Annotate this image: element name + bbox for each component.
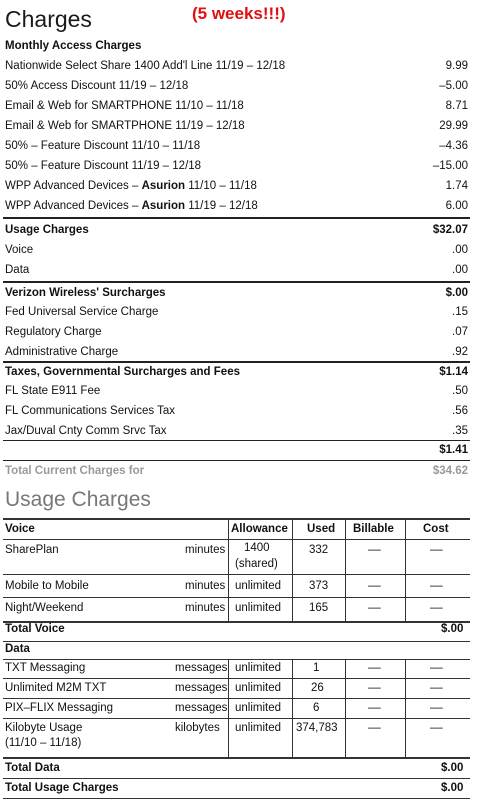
usage-charges-title: Usage Charges <box>5 488 151 511</box>
charge-row: 50% – Feature Discount 11/19 – 12/18 –15.00 <box>5 160 468 172</box>
header-used: Used <box>307 523 336 535</box>
charge-row: Regulatory Charge .07 <box>5 326 468 338</box>
col-divider <box>345 518 346 622</box>
charge-row: Voice .00 <box>5 244 468 256</box>
charge-row: 50% Access Discount 11/19 – 12/18 –5.00 <box>5 80 468 92</box>
col-divider <box>405 518 406 622</box>
table-rule <box>3 539 470 540</box>
charge-row: Nationwide Select Share 1400 Add'l Line 11/19 – 12/18 9.99 <box>5 60 468 72</box>
charge-row: FL State E911 Fee .50 <box>5 385 468 397</box>
total-current-charges: Total Current Charges for $34.62 <box>5 465 468 477</box>
col-divider <box>292 659 293 757</box>
header-voice: Voice <box>5 523 35 535</box>
taxes-heading: Taxes, Governmental Surcharges and Fees $1.14 <box>5 366 468 378</box>
charge-row: FL Communications Services Tax .56 <box>5 405 468 417</box>
charge-row: WPP Advanced Devices – Asurion 11/10 – 11/18 1.74 <box>5 180 468 192</box>
monthly-heading: Monthly Access Charges <box>5 40 142 52</box>
charge-row: WPP Advanced Devices – Asurion 11/19 – 12/18 6.00 <box>5 200 468 212</box>
charge-row: 50% – Feature Discount 11/10 – 11/18 –4.36 <box>5 140 468 152</box>
table-rule <box>3 798 470 799</box>
col-divider <box>292 518 293 622</box>
col-divider <box>228 659 229 757</box>
bill-page: Charges (5 weeks!!!) Monthly Access Charges Nationwide Select Share 1400 Add'l Line 11/19 – 12/18 9.99 50% Access Discount 11/19 – 12/18 –5.00 Email & Web for SMARTPHONE 11/10 – 11/18 8.71 Email & Web for SMARTPHONE 11/19 – 12/18 29.99 50% – Feature Discount 11/10 – 11/18 –4.36 50% – Feature Discount 11/19 – 12/18 –15.00 WPP Advanced Devices – Asurion 11/10 – 11/18 1.74 WPP Advanced Devices – Asurion 11/19 – 12/18 6.00 Usage Charges $32.07 Voice .00 Data .00 Verizon Wireless' Surcharges $.00 Fed Universal Service Charge .15 Regulatory Charge .07 Administrative Charge .92 Taxes, Governmental Surcharges and Fees $1.14 FL State E911 Fee .50 FL Communications Services Tax .56 Jax/Duval Cnty Comm Srvc Tax .35 $1.41 Total Current Charges for $34.62 Usage Charges Voice Allowance Used Billable Cost SharePlan minutes 1400 (shared) 332 –– –– Mobile to Mobile minutes unlimited 373 –– –– Night/Weekend minutes unlimited 165 –– –– Total Voice $.00 Data TXT Messaging messages unlimited 1 –– –– Unlimited M2M TXT messages unlimited 26 –– –– PIX–FLIX Messaging messages unlimited 6 –– –– Kilobyte Usage (11/10 – 11/18) kilobytes unlimited 374,783 –– –– Total Data $.00 Total Usage Charges $.00 <box>0 0 491 800</box>
header-cost: Cost <box>423 523 449 535</box>
table-rule <box>3 641 470 642</box>
usage-heading: Usage Charges $32.07 <box>5 224 468 236</box>
charge-row: Email & Web for SMARTPHONE 11/19 – 12/18 29.99 <box>5 120 468 132</box>
header-billable: Billable <box>353 523 394 535</box>
section-divider <box>3 217 470 219</box>
table-rule <box>3 518 470 520</box>
charge-row: Jax/Duval Cnty Comm Srvc Tax .35 <box>5 425 468 437</box>
data-heading: Data <box>5 643 30 655</box>
handwritten-annotation: (5 weeks!!!) <box>192 4 286 23</box>
header-allowance: Allowance <box>231 523 288 535</box>
table-rule <box>3 757 470 759</box>
col-divider <box>345 659 346 757</box>
col-divider <box>405 659 406 757</box>
table-rule <box>3 574 470 575</box>
charge-row: Email & Web for SMARTPHONE 11/10 – 11/18 8.71 <box>5 100 468 112</box>
charge-row: Administrative Charge .92 <box>5 346 468 358</box>
surcharges-heading: Verizon Wireless' Surcharges $.00 <box>5 287 468 299</box>
table-rule <box>3 621 470 623</box>
charge-row: Data .00 <box>5 264 468 276</box>
page-title: Charges <box>5 6 92 32</box>
taxes-subtotal: $1.41 <box>439 444 468 456</box>
col-divider <box>228 518 229 622</box>
charge-row: Fed Universal Service Charge .15 <box>5 306 468 318</box>
